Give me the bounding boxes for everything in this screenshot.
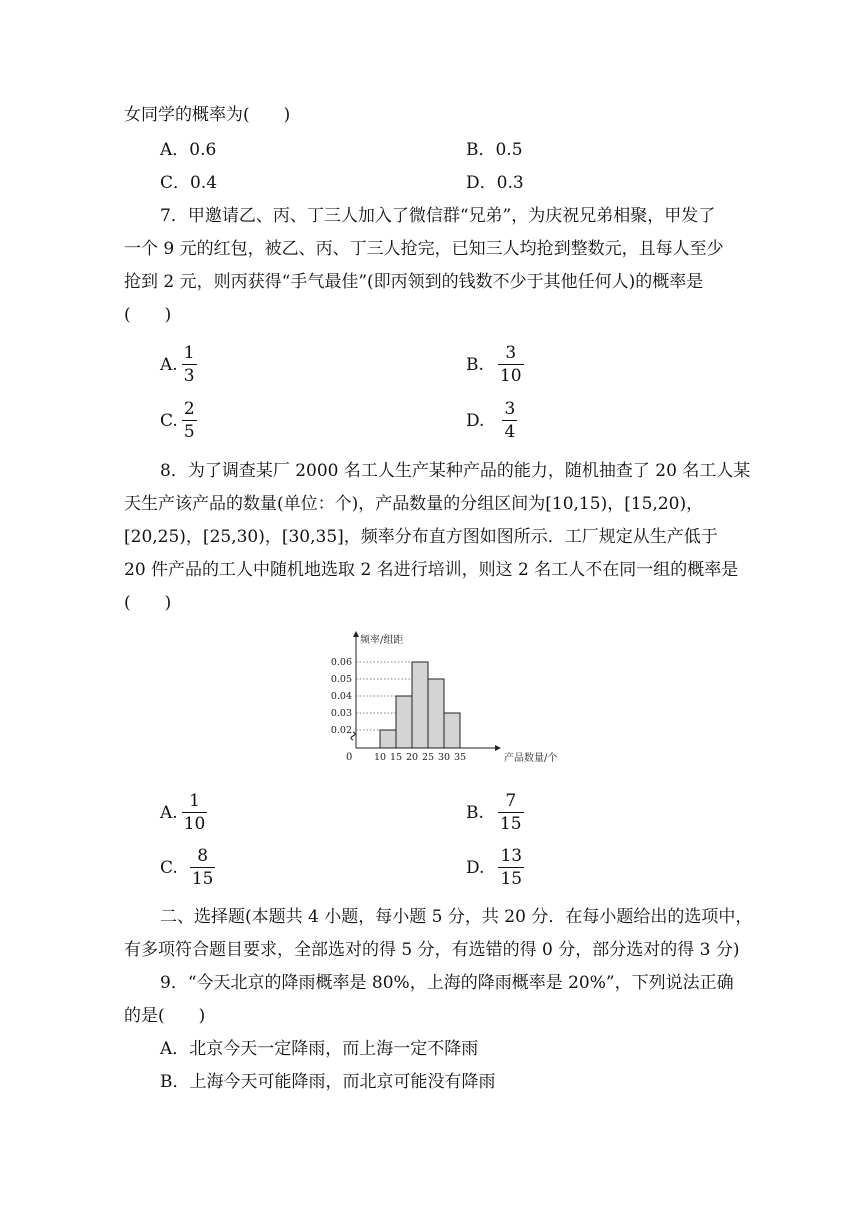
option-label: D. (466, 410, 485, 431)
fraction-numerator: 8 (197, 846, 209, 866)
option-label: B. (466, 354, 484, 375)
fraction-denominator: 4 (504, 422, 516, 442)
q7-option-a (160, 342, 197, 387)
q6-stem-tail: 女同学的概率为( ) (124, 105, 291, 125)
q8-stem-line-4: 20 件产品的工人中随机地选取 2 名进行培训，则这 2 名工人不在同一组的概率是 (124, 560, 739, 580)
x-tick-label: 30 (437, 752, 451, 763)
x-tick-label: 15 (389, 752, 403, 763)
fraction-numerator: 1 (189, 791, 200, 811)
fraction (498, 790, 524, 835)
fraction-denominator: 5 (183, 422, 195, 442)
fraction-denominator: 10 (499, 366, 522, 386)
fraction-numerator: 2 (183, 399, 195, 419)
y-tick-label: 0.02 (330, 725, 352, 736)
histogram-bar (380, 730, 396, 748)
fraction (190, 845, 216, 890)
fraction-denominator: 10 (183, 814, 206, 834)
section2-heading-line-2: 有多项符合题目要求，全部选对的得 5 分，有选错的得 0 分，部分选对的得 3 分) (124, 940, 740, 960)
q9-stem-line-1: 9．“今天北京的降雨概率是 80%，上海的降雨概率是 20%”，下列说法正确 (160, 973, 734, 993)
histogram-bar (444, 713, 460, 748)
fraction (182, 342, 197, 387)
q7-option-b (466, 342, 524, 387)
q8-stem-line-2: 天生产该产品的数量(单位：个)，产品数量的分组区间为[10,15)，[15,20)， (124, 494, 704, 514)
fraction (502, 398, 517, 443)
option-label: C. (160, 857, 178, 878)
q8-option-a (160, 790, 207, 835)
q9-option-a: A．北京今天一定降雨，而上海一定不降雨 (160, 1039, 479, 1059)
option-label: A. (160, 802, 178, 823)
x-tick-label: 10 (373, 752, 387, 763)
frequency-histogram (320, 628, 580, 768)
origin-label: 0 (346, 752, 353, 763)
q7-stem-line-2: 一个 9 元的红包，被乙、丙、丁三人抢完，已知三人均抢到整数元，且每人至少 (124, 239, 724, 259)
y-tick-label: 0.04 (330, 691, 352, 702)
fraction-denominator: 15 (499, 814, 522, 834)
q8-stem-line-1: 8．为了调查某厂 2000 名工人生产某种产品的能力，随机抽查了 20 名工人某 (160, 461, 751, 481)
x-tick-label: 20 (405, 752, 419, 763)
q8-stem-line-3: [20,25)，[25,30)，[30,35]，频率分布直方图如图所示．工厂规定从生产低于 (124, 527, 718, 547)
fraction (182, 790, 208, 835)
q7-stem-line-3: 抢到 2 元，则丙获得“手气最佳”(即丙领到的钱数不少于其他任何人)的概率是 (124, 272, 704, 292)
q8-option-c (160, 845, 215, 890)
q8-stem-line-5: ( ) (124, 593, 172, 613)
histogram-bar (396, 696, 412, 748)
q8-option-d (466, 845, 524, 890)
q8-option-b (466, 790, 524, 835)
x-axis-label: 产品数量/个 (504, 753, 558, 764)
q6-option-c: C．0.4 (160, 173, 218, 193)
histogram-bar (412, 662, 428, 748)
fraction (498, 342, 524, 387)
fraction-denominator: 3 (183, 366, 195, 386)
y-tick-label: 0.03 (330, 708, 352, 719)
q6-option-b: B．0.5 (466, 140, 523, 160)
fraction-numerator: 13 (500, 846, 523, 866)
x-tick-label: 25 (421, 752, 435, 763)
option-label: C. (160, 410, 178, 431)
histogram-bar (428, 679, 444, 748)
q7-stem-line-1: 7．甲邀请乙、丙、丁三人加入了微信群“兄弟”，为庆祝兄弟相聚，甲发了 (160, 206, 716, 226)
fraction (498, 845, 524, 890)
option-label: A. (160, 354, 178, 375)
q9-option-b: B．上海今天可能降雨，而北京可能没有降雨 (160, 1072, 496, 1092)
y-tick-label: 0.06 (330, 657, 352, 668)
q7-option-c (160, 398, 197, 443)
x-tick-label: 35 (453, 752, 467, 763)
q9-stem-line-2: 的是( ) (124, 1006, 206, 1026)
q7-option-d (466, 398, 517, 443)
fraction-numerator: 7 (505, 791, 517, 811)
option-label: B. (466, 802, 484, 823)
y-axis-label: 频率/组距 (360, 635, 404, 646)
q6-option-d: D．0.3 (466, 173, 524, 193)
fraction-denominator: 15 (500, 869, 523, 889)
fraction (182, 398, 197, 443)
section2-heading-line-1: 二、选择题(本题共 4 小题，每小题 5 分，共 20 分．在每小题给出的选项中， (160, 907, 753, 927)
fraction-numerator: 3 (504, 399, 516, 419)
fraction-numerator: 3 (505, 343, 517, 363)
y-tick-label: 0.05 (330, 674, 352, 685)
q6-option-a: A．0.6 (160, 140, 217, 160)
fraction-numerator: 1 (183, 343, 195, 363)
option-label: D. (466, 857, 485, 878)
fraction-denominator: 15 (191, 869, 214, 889)
q7-stem-line-4: ( ) (124, 305, 172, 325)
